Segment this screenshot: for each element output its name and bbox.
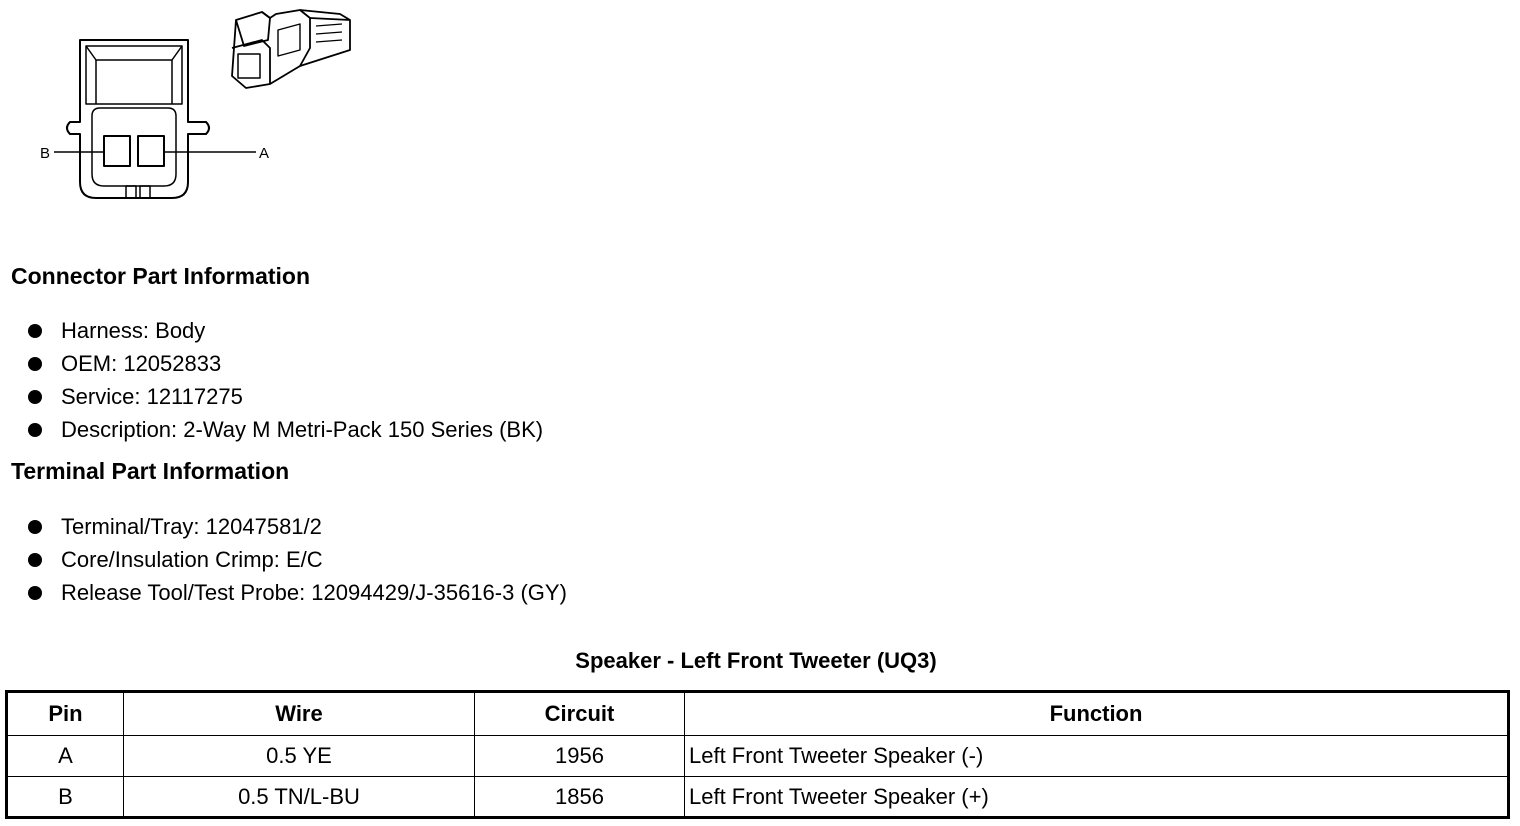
list-item: Description: 2-Way M Metri-Pack 150 Series (BK) <box>28 413 543 446</box>
pin-table-title: Speaker - Left Front Tweeter (UQ3) <box>575 648 937 673</box>
list-item: Service: 12117275 <box>28 380 543 413</box>
table-row <box>7 736 1509 777</box>
cell-pin: A <box>7 736 124 777</box>
connector-diagram <box>30 0 360 210</box>
pin-label-b: B <box>40 145 51 162</box>
cell-pin: B <box>7 777 124 818</box>
pin-table <box>5 690 1510 819</box>
connector-info-heading: Connector Part Information <box>11 263 311 289</box>
list-item: Release Tool/Test Probe: 12094429/J-35616-3 (GY) <box>28 576 567 609</box>
cell-function: Left Front Tweeter Speaker (+) <box>685 777 1509 818</box>
table-row <box>7 777 1509 818</box>
cell-wire: 0.5 TN/L-BU <box>124 777 475 818</box>
cell-circuit: 1956 <box>475 736 685 777</box>
terminal-info-heading: Terminal Part Information <box>11 458 290 484</box>
cell-circuit: 1856 <box>475 777 685 818</box>
list-item: Terminal/Tray: 12047581/2 <box>28 510 567 543</box>
terminal-info-list <box>28 510 567 609</box>
header-function: Function <box>685 692 1509 736</box>
header-circuit: Circuit <box>475 692 685 736</box>
list-item: Core/Insulation Crimp: E/C <box>28 543 567 576</box>
list-item: OEM: 12052833 <box>28 347 543 380</box>
list-item: Harness: Body <box>28 314 543 347</box>
table-header-row <box>7 692 1509 736</box>
header-pin: Pin <box>7 692 124 736</box>
cell-wire: 0.5 YE <box>124 736 475 777</box>
cell-function: Left Front Tweeter Speaker (-) <box>685 736 1509 777</box>
header-wire: Wire <box>124 692 475 736</box>
connector-face-view <box>54 40 256 198</box>
connector-info-list <box>28 314 543 446</box>
pin-label-a: A <box>259 145 270 162</box>
connector-isometric-view <box>232 10 350 88</box>
